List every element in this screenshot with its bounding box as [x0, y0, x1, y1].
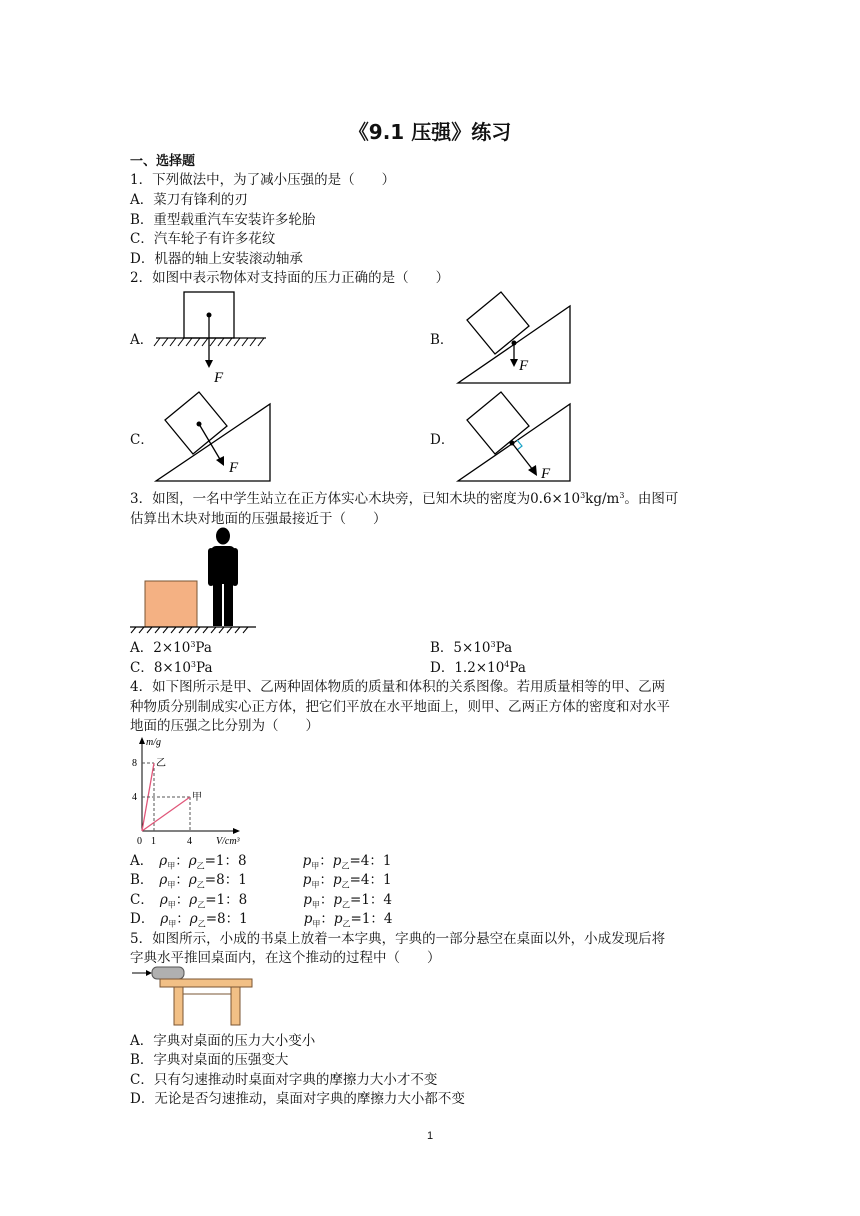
q4-option: D． $\rho_甲$：$\rho_乙=8$：1 $p_甲$：$p_乙=1$：4 [130, 911, 393, 929]
q2-figure-d [455, 390, 577, 486]
q4-option: A． $\rho_甲$：$\rho_乙=1$：8 $p_甲$：$p_乙=4$：1 [130, 853, 392, 871]
force-label: F [541, 466, 551, 482]
q2-option-c-label: C． [130, 432, 154, 448]
page-number: 1 [426, 1130, 434, 1142]
q3-figure [130, 526, 260, 634]
q1-option-b: B．重型载重汽车安装许多轮胎 [130, 212, 316, 228]
q5-option-d: D．无论是否匀速推动，桌面对字典的摩擦力大小都不变 [130, 1091, 465, 1107]
q1-option-d: D．机器的轴上安装滚动轴承 [130, 251, 303, 267]
q2-option-b-label: B． [430, 332, 454, 348]
q2-figure-a [150, 288, 275, 388]
q4-mass-volume-chart [128, 735, 253, 847]
q2-stem: 2．如图中表示物体对支持面的压力正确的是（ ） [130, 270, 450, 286]
q3-option-c: C．$8\times 10^3Pa$ [130, 660, 213, 676]
q1-option-a: A．菜刀有锋利的刃 [130, 192, 248, 208]
unit: kg/m [585, 491, 620, 507]
series-label: 乙 [156, 758, 166, 769]
q3-stem-text: 3．如图，一名中学生站立在正方体实心木块旁，已知木块的密度为0.6×10 [130, 491, 581, 507]
y-axis-label: m/g [146, 737, 161, 748]
x-tick-label: 4 [187, 836, 192, 847]
q3-option-d: D．$1.2\times 10^4Pa$ [430, 660, 526, 676]
x-tick-label: 1 [151, 836, 156, 847]
force-label: F [214, 370, 224, 386]
q2-figure-b [455, 290, 575, 386]
student-silhouette-icon [208, 528, 238, 627]
desk-leg [231, 987, 240, 1025]
q4-stem-line-1: 4．如下图所示是甲、乙两种固体物质的质量和体积的关系图像。若用质量相等的甲、乙两 [130, 679, 666, 695]
q5-stem-line-1: 5．如图所示，小成的书桌上放着一本字典，字典的一部分悬空在桌面以外，小成发现后将 [130, 931, 666, 947]
q3-option-b: B．$5\times 10^3Pa$ [430, 640, 513, 656]
q5-option-a: A．字典对桌面的压力大小变小 [130, 1033, 316, 1049]
dictionary [152, 967, 184, 979]
q2-option-d-label: D． [430, 432, 455, 448]
q3-stem-line-1 [130, 489, 678, 509]
section-heading: 一、选择题 [130, 154, 196, 169]
q5-stem-line-2: 字典水平推回桌面内，在这个推动的过程中（ ） [130, 950, 441, 966]
force-label: F [229, 460, 239, 476]
force-label: F [519, 358, 529, 374]
q3-option-a: A．$2\times 10^3Pa$ [130, 640, 212, 656]
page-title: 《9.1 压强》练习 [348, 120, 512, 144]
q5-option-b: B．字典对桌面的压强变大 [130, 1052, 289, 1068]
x-axis-label: V/cm³ [216, 836, 240, 847]
series-label: 甲 [192, 792, 202, 803]
q4-stem-line-3: 地面的压强之比分别为（ ） [130, 718, 319, 734]
q3-stem-line-2: 估算出木块对地面的压强最接近于（ ） [130, 511, 387, 527]
desk-leg [174, 987, 183, 1025]
q4-option: C． $\rho_甲$：$\rho_乙=1$：8 $p_甲$：$p_乙=1$：4 [130, 892, 393, 910]
q5-option-c: C．只有匀速推动时桌面对字典的摩擦力大小才不变 [130, 1072, 438, 1088]
q4-stem-line-2: 种物质分别制成实心正方体，把它们平放在水平地面上，则甲、乙两正方体的密度和对水平 [130, 699, 670, 715]
q2-figure-c [153, 390, 275, 486]
q3-stem-text: 。由图可 [624, 491, 679, 507]
exponent: 3 [580, 491, 586, 500]
y-tick-label: 4 [132, 792, 137, 803]
x-tick-label: 0 [137, 836, 142, 847]
series-line [142, 797, 190, 831]
q2-option-a-label: A． [130, 332, 154, 348]
desk-top [160, 979, 252, 987]
q1-stem: 1．下列做法中，为了减小压强的是（ ） [130, 172, 396, 188]
q4-option: B． $\rho_甲$：$\rho_乙=8$：1 $p_甲$：$p_乙=4$：1 [130, 872, 392, 890]
y-tick-label: 8 [132, 758, 137, 769]
q5-figure [130, 964, 255, 1028]
exponent: 3 [619, 491, 625, 500]
q1-option-c: C．汽车轮子有许多花纹 [130, 231, 276, 247]
